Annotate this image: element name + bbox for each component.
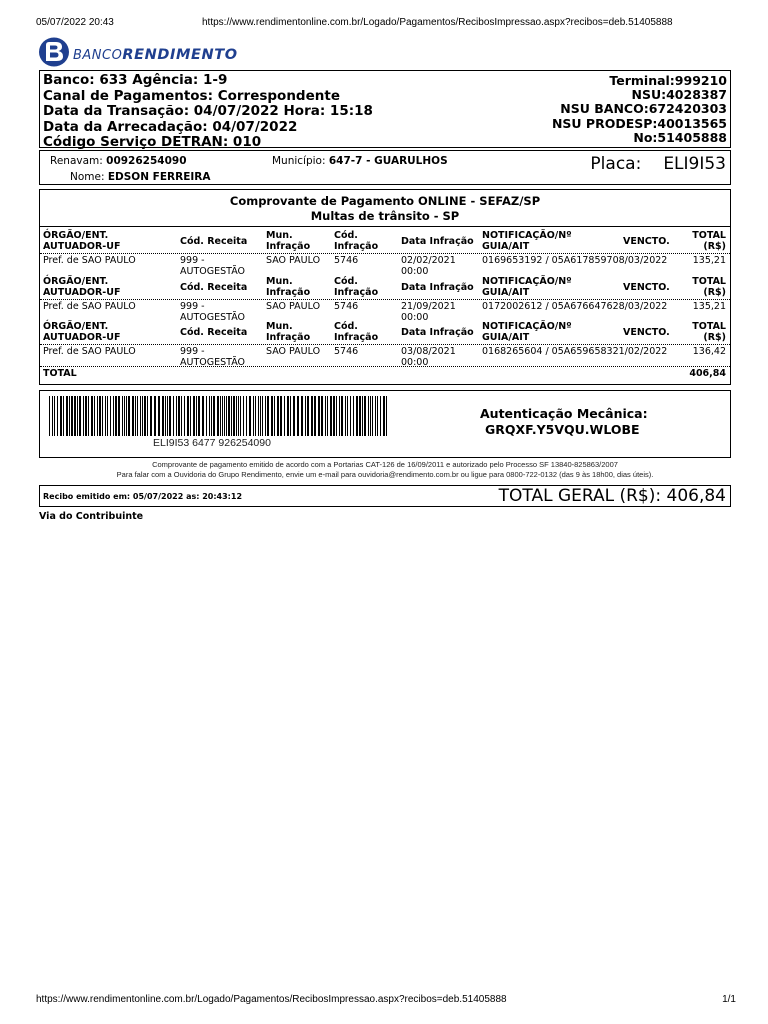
row-cod: 5746 [334,255,359,266]
print-url: https://www.rendimentonline.com.br/Logado/Pagamentos/RecibosImpressao.aspx?recibos=deb.51405888 [202,17,673,28]
receipt-title: Comprovante de Pagamento ONLINE - SEFAZ/SP [229,194,541,208]
renavam-value: 00926254090 [106,155,187,167]
row-total: 135,21 [692,301,726,312]
row-data: 21/09/2021 00:00 [401,301,456,323]
terminal: Terminal:999210 [609,73,727,88]
bank-logo [38,36,238,68]
header-rule [40,299,730,300]
header-data-infracao: Data Infração [401,327,474,338]
barcode-box [39,390,731,458]
page-number: 1/1 [722,994,736,1005]
header-cod-receita: Cód. Receita [180,236,248,247]
recibo-emitido: Recibo emitido em: 05/07/2022 as: 20:43:12 [43,492,243,501]
fine-group-3 [40,321,730,366]
header-total: TOTAL (R$) [692,321,726,343]
nsu: NSU:4028387 [631,87,727,103]
header-vencto: VENCTO. [623,236,670,247]
row-notif-vencto: 0168265604 / 05A659658321/02/2022 [482,346,668,357]
logo-part1: BANCO [73,48,123,63]
barcode-text: ELI9I53 6477 926254090 [153,437,271,449]
transaction-info-box [39,70,731,151]
table-top-rule [40,226,730,227]
row-orgao: Pref. de SAO PAULO [43,255,136,266]
header-vencto: VENCTO. [623,327,670,338]
header-orgao: ÓRGÃO/ENT. AUTUADOR-UF [43,321,121,343]
fine-group-1 [40,230,730,275]
header-rule [40,253,730,254]
legal-line-2: Para falar com a Ouvidoria do Grupo Rendimento, envie um e-mail para ouvidoria@rendimento.com.br ou ligue para 0800-722-0132 (das 9 às 18h00, dias úteis). [116,470,654,479]
header-total: TOTAL (R$) [692,276,726,298]
placa-label: Placa: [590,154,642,174]
row-total: 135,21 [692,255,726,266]
bank-logo-text [73,44,238,63]
header-cod-infracao: Cód. Infração [334,230,379,252]
header-data-infracao: Data Infração [401,282,474,293]
bank-emblem-icon [38,36,72,68]
row-mun: SAO PAULO [266,255,321,266]
header-cod-receita: Cód. Receita [180,282,248,293]
total-geral-box [39,485,731,507]
header-mun-infracao: Mun. Infração [266,321,311,343]
row-orgao: Pref. de SAO PAULO [43,346,136,357]
nsu-banco: NSU BANCO:672420303 [560,101,727,117]
data-arrecadacao: Data da Arrecadação: 04/07/2022 [43,118,298,135]
total-row [40,367,730,381]
header-orgao: ÓRGÃO/ENT. AUTUADOR-UF [43,276,121,298]
row-notif-vencto: 0172002612 / 05A676647628/03/2022 [482,301,668,312]
row-cod-receita: 999 - AUTOGESTÃO [180,346,246,368]
municipio-label: Município: [272,155,326,167]
row-data: 03/08/2021 00:00 [401,346,456,368]
row-mun: SAO PAULO [266,301,321,312]
row-cod-receita: 999 - AUTOGESTÃO [180,301,246,323]
auth-code: GRQXF.Y5VQU.WLOBE [485,422,640,437]
header-cod-receita: Cód. Receita [180,327,248,338]
placa-value: ELI9I53 [663,154,726,174]
barcode [47,396,389,436]
row-data: 02/02/2021 00:00 [401,255,456,277]
row-cod-receita: 999 - AUTOGESTÃO [180,255,246,277]
receipt-table-box [39,189,731,385]
header-notificacao: NOTIFICAÇÃO/Nº GUIA/AIT [482,230,572,252]
row-total: 136,42 [692,346,726,357]
logo-part2: RENDIMENTO [122,47,238,63]
canal-pagamentos: Canal de Pagamentos: Correspondente [43,87,340,104]
header-mun-infracao: Mun. Infração [266,276,311,298]
print-datetime: 05/07/2022 20:43 [36,17,114,28]
placa-line [590,154,726,174]
row-notif-vencto: 0169653192 / 05A617859708/03/2022 [482,255,668,266]
data-transacao: Data da Transação: 04/07/2022 Hora: 15:18 [43,103,373,120]
print-header [36,17,736,31]
auth-label: Autenticação Mecânica: [480,406,648,421]
header-orgao: ÓRGÃO/ENT. AUTUADOR-UF [43,230,121,252]
row-cod: 5746 [334,301,359,312]
header-cod-infracao: Cód. Infração [334,276,379,298]
receipt-subtitle: Multas de trânsito - SP [310,209,460,223]
banco-agencia: Banco: 633 Agência: 1-9 [43,72,228,88]
fine-group-2 [40,276,730,321]
print-footer-url: https://www.rendimentonline.com.br/Logado/Pagamentos/RecibosImpressao.aspx?recibos=deb.51405888 [36,994,507,1005]
nome-value: EDSON FERREIRA [107,171,211,183]
row-orgao: Pref. de SAO PAULO [43,301,136,312]
renavam-line [50,155,187,167]
header-cod-infracao: Cód. Infração [334,321,379,343]
header-data-infracao: Data Infração [401,236,474,247]
row-cod: 5746 [334,346,359,357]
municipio-line [272,155,448,167]
header-notificacao: NOTIFICAÇÃO/Nº GUIA/AIT [482,321,572,343]
header-mun-infracao: Mun. Infração [266,230,311,252]
transaction-info-left [43,73,373,151]
renavam-label: Renavam: [50,155,103,167]
total-geral: TOTAL GERAL (R$): 406,84 [498,486,726,506]
transaction-info-right [552,74,727,145]
header-vencto: VENCTO. [623,282,670,293]
row-mun: SAO PAULO [266,346,321,357]
total-value: 406,84 [689,368,726,379]
header-total: TOTAL (R$) [692,230,726,252]
receipt-number: No:51405888 [633,129,727,145]
legal-line-1: Comprovante de pagamento emitido de acordo com a Portarias CAT-126 de 16/09/2011 e autorizado pelo Processo SF 13840-825863/2007 [152,460,618,469]
nome-label: Nome: [70,171,105,183]
vehicle-info-box [39,150,731,185]
print-footer [36,994,736,1008]
header-notificacao: NOTIFICAÇÃO/Nº GUIA/AIT [482,276,572,298]
total-label: TOTAL [43,368,77,379]
nsu-prodesp: NSU PRODESP:40013565 [551,115,727,131]
via-contribuinte: Via do Contribuinte [39,511,144,522]
header-rule [40,344,730,345]
municipio-value: 647-7 - GUARULHOS [328,155,448,167]
codigo-servico: Código Serviço DETRAN: 010 [43,134,262,151]
nome-line [70,171,211,183]
